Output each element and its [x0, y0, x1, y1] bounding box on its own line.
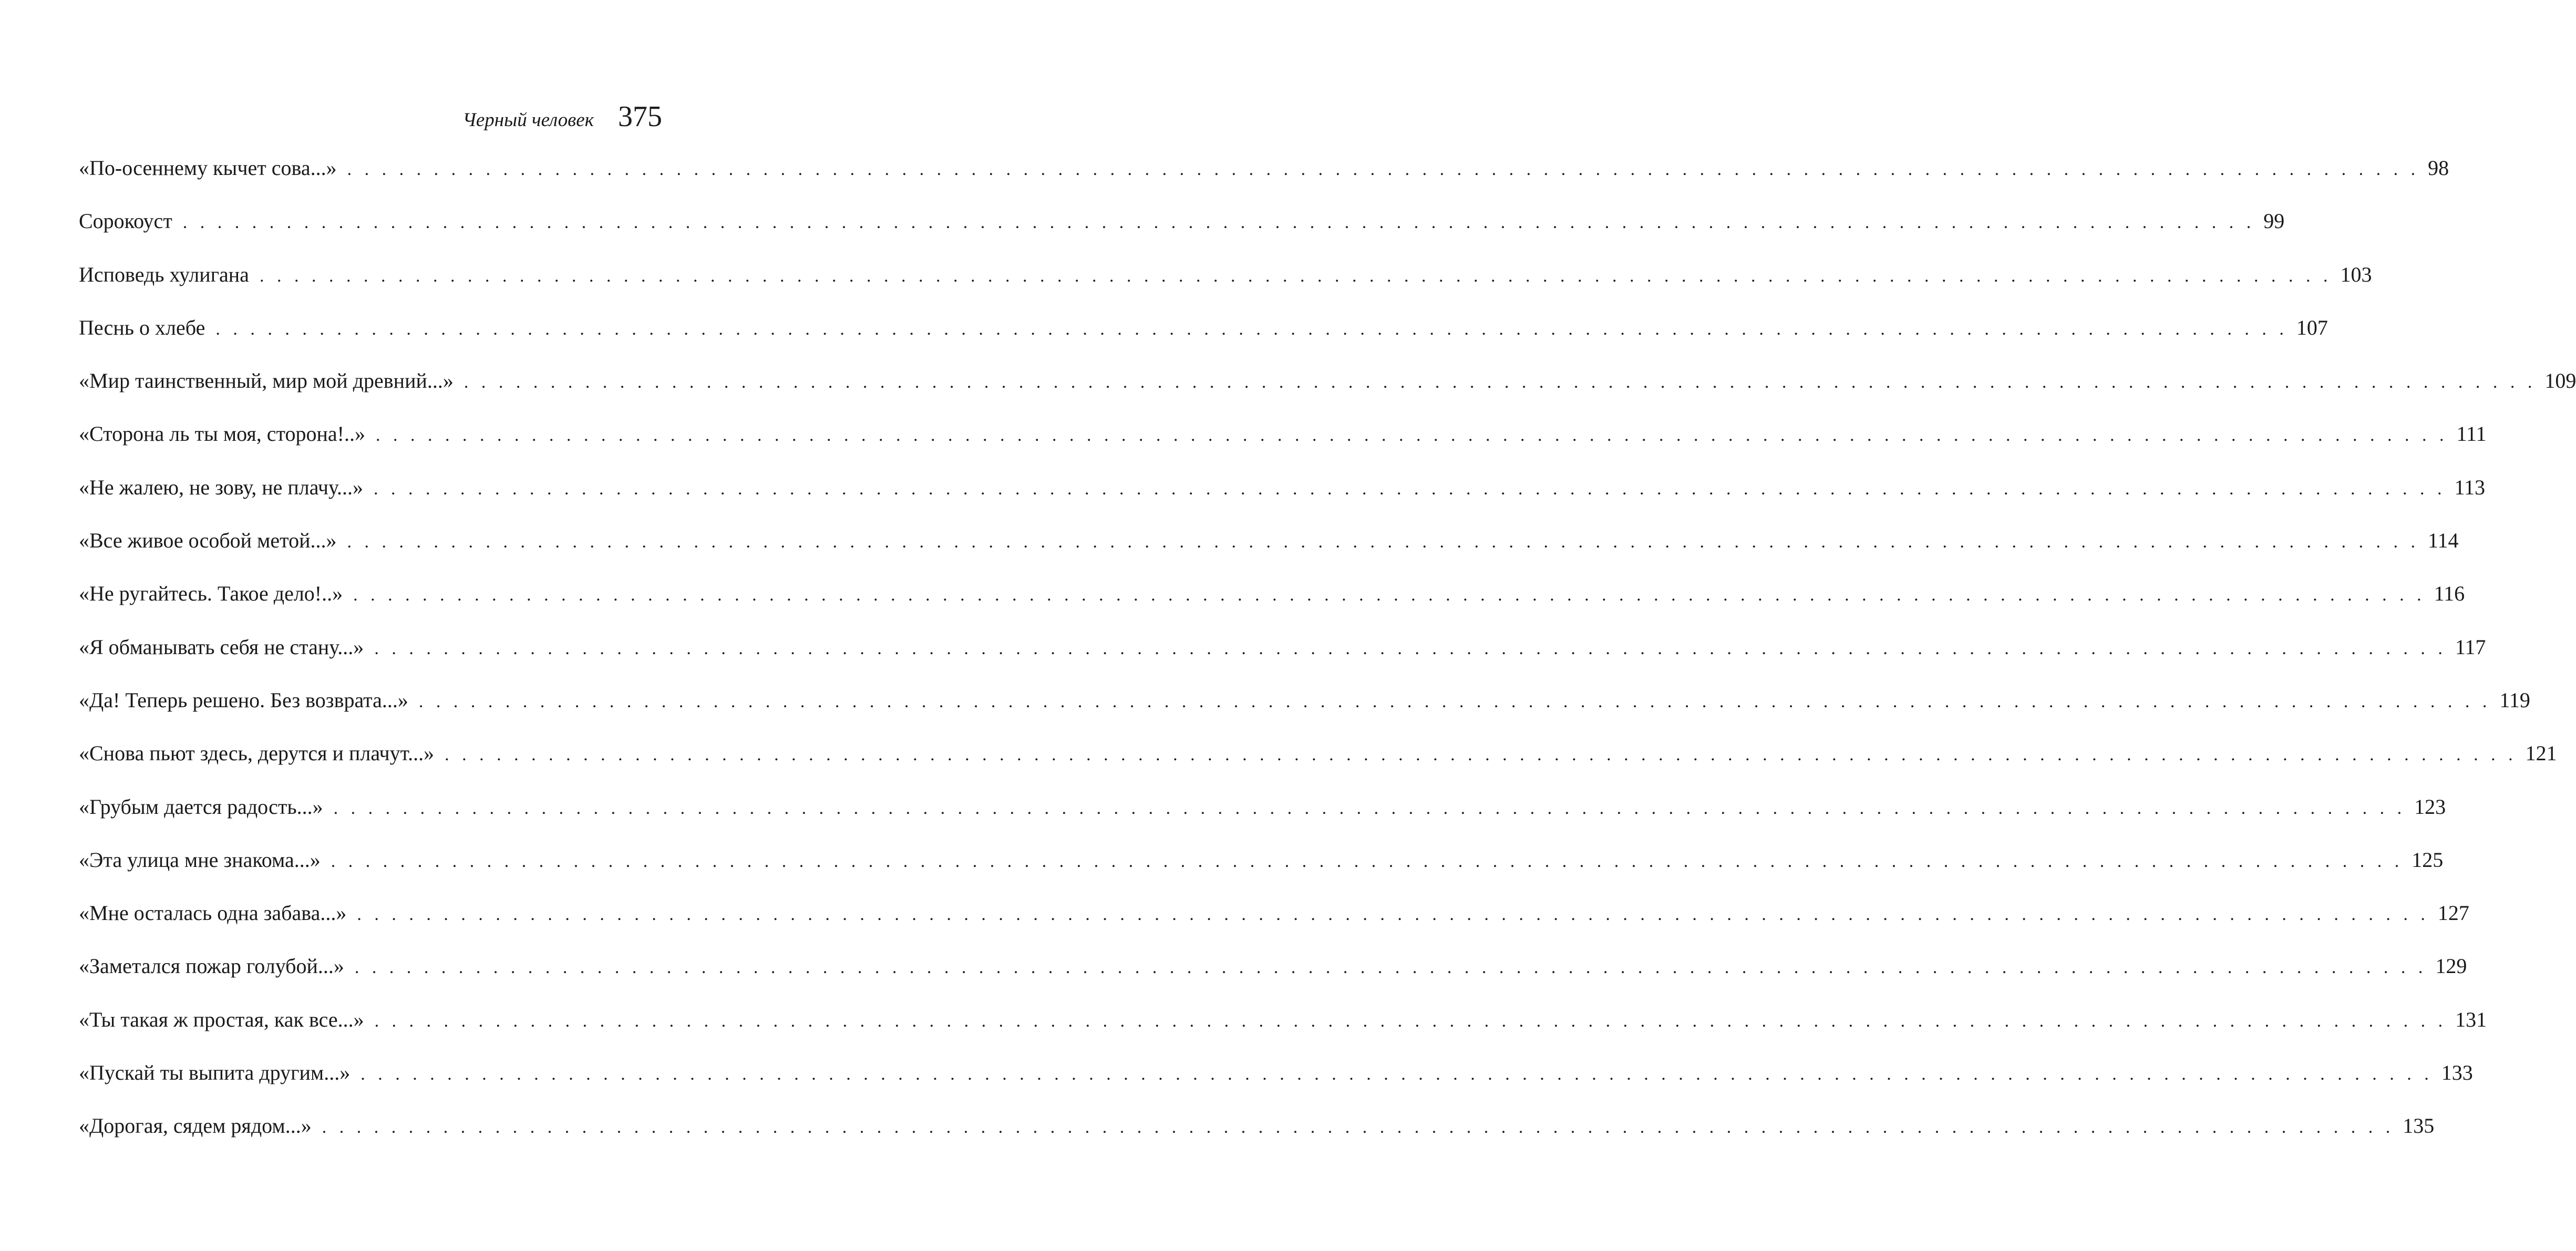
- toc-entry-page: 114: [2428, 529, 2459, 553]
- toc-entry-page: 129: [2435, 954, 2467, 978]
- dot-leader: . . . . . . . . . . . . . . . . . . . . . . . . . . . . . . . . . . . . . . . . . . . . . . . . . . . . . . . . . . . . . . . . . . . . . . . . . . . . . . . . . . . . . . . . . . . . . . . . . . . . . . . . . . . . . . . . . . . . . . . .: [374, 479, 2446, 499]
- toc-entry-title: «Не жалею, не зову, не плачу...»: [79, 475, 364, 499]
- toc-entry-page: 109: [2544, 369, 2576, 393]
- toc-entry-title: «Не ругайтесь. Такое дело!..»: [79, 582, 343, 606]
- dot-leader: . . . . . . . . . . . . . . . . . . . . . . . . . . . . . . . . . . . . . . . . . . . . . . . . . . . . . . . . . . . . . . . . . . . . . . . . . . . . . . . . . . . . . . . . . . . . . . . . . . . . . . . . . . . . . . . . . . . . . . . .: [353, 585, 2426, 605]
- toc-entry-title: «Грубым дается радость...»: [79, 794, 323, 819]
- dot-leader: . . . . . . . . . . . . . . . . . . . . . . . . . . . . . . . . . . . . . . . . . . . . . . . . . . . . . . . . . . . . . . . . . . . . . . . . . . . . . . . . . . . . . . . . . . . . . . . . . . . . . . . . . . . . . . . . . . . . . . . .: [215, 319, 2288, 339]
- toc-entry-page: 103: [2340, 262, 2372, 286]
- toc-entry-title: «Пускай ты выпита другим...»: [79, 1061, 351, 1085]
- toc-entry: [79, 683, 2530, 736]
- toc-entry-page: 125: [2412, 847, 2444, 872]
- toc-entry-page: 131: [2455, 1007, 2487, 1031]
- toc-entry-page: 119: [2499, 688, 2530, 712]
- toc-entry: [79, 1002, 2487, 1055]
- toc-entry-page: 127: [2437, 901, 2469, 925]
- dot-leader: . . . . . . . . . . . . . . . . . . . . . . . . . . . . . . . . . . . . . . . . . . . . . . . . . . . . . . . . . . . . . . . . . . . . . . . . . . . . . . . . . . . . . . . . . . . . . . . . . . . . . . . . . . . . . . . . . . . . . . . .: [347, 160, 2420, 179]
- toc-entry-page: 117: [2455, 635, 2486, 659]
- table-of-contents: [79, 150, 2576, 1162]
- dot-leader: . . . . . . . . . . . . . . . . . . . . . . . . . . . . . . . . . . . . . . . . . . . . . . . . . . . . . . . . . . . . . . . . . . . . . . . . . . . . . . . . . . . . . . . . . . . . . . . . . . . . . . . . . . . . . . . . . . . . . . . .: [322, 1118, 2395, 1138]
- dot-leader: . . . . . . . . . . . . . . . . . . . . . . . . . . . . . . . . . . . . . . . . . . . . . . . . . . . . . . . . . . . . . . . . . . . . . . . . . . . . . . . . . . . . . . . . . . . . . . . . . . . . . . . . . . . . . . . . . . . . . . . .: [360, 1064, 2433, 1084]
- toc-entry: [79, 150, 2449, 203]
- toc-entry-title: «Ты такая ж простая, как все...»: [79, 1007, 364, 1031]
- dot-leader: . . . . . . . . . . . . . . . . . . . . . . . . . . . . . . . . . . . . . . . . . . . . . . . . . . . . . . . . . . . . . . . . . . . . . . . . . . . . . . . . . . . . . . . . . . . . . . . . . . . . . . . . . . . . . . . . . . . . . . . .: [354, 958, 2427, 978]
- toc-entry-page: 133: [2441, 1061, 2473, 1085]
- toc-entry: [79, 895, 2469, 948]
- toc-entry-page: 116: [2434, 582, 2465, 606]
- toc-entry: [79, 1055, 2473, 1108]
- toc-entry-title: «Эта улица мне знакома...»: [79, 847, 321, 872]
- running-head: [79, 100, 662, 137]
- toc-entry-title: «Я обманывать себя не стану...»: [79, 635, 364, 659]
- toc-entry: [79, 257, 2372, 310]
- dot-leader: . . . . . . . . . . . . . . . . . . . . . . . . . . . . . . . . . . . . . . . . . . . . . . . . . . . . . . . . . . . . . . . . . . . . . . . . . . . . . . . . . . . . . . . . . . . . . . . . . . . . . . . . . . . . . . . . . . . . . . . .: [374, 1011, 2447, 1031]
- toc-entry: [79, 629, 2486, 683]
- dot-leader: . . . . . . . . . . . . . . . . . . . . . . . . . . . . . . . . . . . . . . . . . . . . . . . . . . . . . . . . . . . . . . . . . . . . . . . . . . . . . . . . . . . . . . . . . . . . . . . . . . . . . . . . . . . . . . . . . . . . . . . .: [463, 373, 2537, 392]
- toc-entry-title: Песнь о хлебе: [79, 315, 205, 339]
- toc-entry-title: «Все живое особой метой...»: [79, 529, 337, 553]
- toc-entry-title: Исповедь хулигана: [79, 262, 249, 286]
- toc-entry-page: 98: [2428, 156, 2449, 180]
- toc-entry: [79, 576, 2465, 629]
- toc-entry: [79, 948, 2467, 1001]
- toc-entry-title: «По-осеннему кычет сова...»: [79, 156, 337, 180]
- toc-entry-page: 113: [2454, 475, 2486, 499]
- dot-leader: . . . . . . . . . . . . . . . . . . . . . . . . . . . . . . . . . . . . . . . . . . . . . . . . . . . . . . . . . . . . . . . . . . . . . . . . . . . . . . . . . . . . . . . . . . . . . . . . . . . . . . . . . . . . . . . . . . . . . . . .: [259, 266, 2332, 286]
- toc-entry-title: «Сторона ль ты моя, сторона!..»: [79, 422, 365, 446]
- toc-entry: [79, 1108, 2435, 1161]
- dot-leader: . . . . . . . . . . . . . . . . . . . . . . . . . . . . . . . . . . . . . . . . . . . . . . . . . . . . . . . . . . . . . . . . . . . . . . . . . . . . . . . . . . . . . . . . . . . . . . . . . . . . . . . . . . . . . . . . . . . . . . . .: [418, 691, 2491, 711]
- toc-entry-page: 107: [2296, 315, 2328, 339]
- dot-leader: . . . . . . . . . . . . . . . . . . . . . . . . . . . . . . . . . . . . . . . . . . . . . . . . . . . . . . . . . . . . . . . . . . . . . . . . . . . . . . . . . . . . . . . . . . . . . . . . . . . . . . . . . . . . . . . . . . . . . . . .: [182, 213, 2255, 233]
- toc-entry-title: «Мир таинственный, мир мой древний...»: [79, 369, 454, 393]
- toc-entry: [79, 416, 2487, 469]
- toc-entry: [79, 363, 2576, 416]
- toc-entry: [79, 310, 2328, 363]
- toc-entry-title: Сорокоуст: [79, 209, 172, 233]
- toc-entry: [79, 523, 2459, 576]
- dot-leader: . . . . . . . . . . . . . . . . . . . . . . . . . . . . . . . . . . . . . . . . . . . . . . . . . . . . . . . . . . . . . . . . . . . . . . . . . . . . . . . . . . . . . . . . . . . . . . . . . . . . . . . . . . . . . . . . . . . . . . . .: [357, 905, 2429, 925]
- dot-leader: . . . . . . . . . . . . . . . . . . . . . . . . . . . . . . . . . . . . . . . . . . . . . . . . . . . . . . . . . . . . . . . . . . . . . . . . . . . . . . . . . . . . . . . . . . . . . . . . . . . . . . . . . . . . . . . . . . . . . . . .: [331, 851, 2404, 871]
- toc-entry-page: 121: [2525, 741, 2557, 766]
- running-title: Черный человек: [462, 109, 594, 131]
- toc-entry-title: «Да! Теперь решено. Без возврата...»: [79, 688, 408, 712]
- dot-leader: . . . . . . . . . . . . . . . . . . . . . . . . . . . . . . . . . . . . . . . . . . . . . . . . . . . . . . . . . . . . . . . . . . . . . . . . . . . . . . . . . . . . . . . . . . . . . . . . . . . . . . . . . . . . . . . . . . . . . . . .: [333, 798, 2406, 818]
- toc-entry-page: 135: [2403, 1114, 2435, 1138]
- toc-entry-page: 111: [2456, 422, 2487, 446]
- dot-leader: . . . . . . . . . . . . . . . . . . . . . . . . . . . . . . . . . . . . . . . . . . . . . . . . . . . . . . . . . . . . . . . . . . . . . . . . . . . . . . . . . . . . . . . . . . . . . . . . . . . . . . . . . . . . . . . . . . . . . . . .: [347, 532, 2420, 552]
- dot-leader: . . . . . . . . . . . . . . . . . . . . . . . . . . . . . . . . . . . . . . . . . . . . . . . . . . . . . . . . . . . . . . . . . . . . . . . . . . . . . . . . . . . . . . . . . . . . . . . . . . . . . . . . . . . . . . . . . . . . . . . .: [375, 426, 2448, 446]
- toc-entry: [79, 789, 2446, 842]
- dot-leader: . . . . . . . . . . . . . . . . . . . . . . . . . . . . . . . . . . . . . . . . . . . . . . . . . . . . . . . . . . . . . . . . . . . . . . . . . . . . . . . . . . . . . . . . . . . . . . . . . . . . . . . . . . . . . . . . . . . . . . . .: [445, 745, 2517, 765]
- toc-entry: [79, 203, 2285, 256]
- page-number: 375: [618, 100, 662, 133]
- toc-entry: [79, 736, 2557, 789]
- dot-leader: . . . . . . . . . . . . . . . . . . . . . . . . . . . . . . . . . . . . . . . . . . . . . . . . . . . . . . . . . . . . . . . . . . . . . . . . . . . . . . . . . . . . . . . . . . . . . . . . . . . . . . . . . . . . . . . . . . . . . . . .: [374, 638, 2447, 658]
- toc-entry-title: «Дорогая, сядем рядом...»: [79, 1114, 312, 1138]
- toc-entry-page: 99: [2263, 209, 2285, 233]
- toc-entry-title: «Снова пьют здесь, дерутся и плачут...»: [79, 741, 435, 766]
- toc-entry-title: «Заметался пожар голубой...»: [79, 954, 344, 978]
- toc-entry-title: «Мне осталась одна забава...»: [79, 901, 347, 925]
- toc-entry: [79, 842, 2444, 895]
- toc-entry-page: 123: [2414, 794, 2446, 819]
- toc-entry: [79, 470, 2486, 523]
